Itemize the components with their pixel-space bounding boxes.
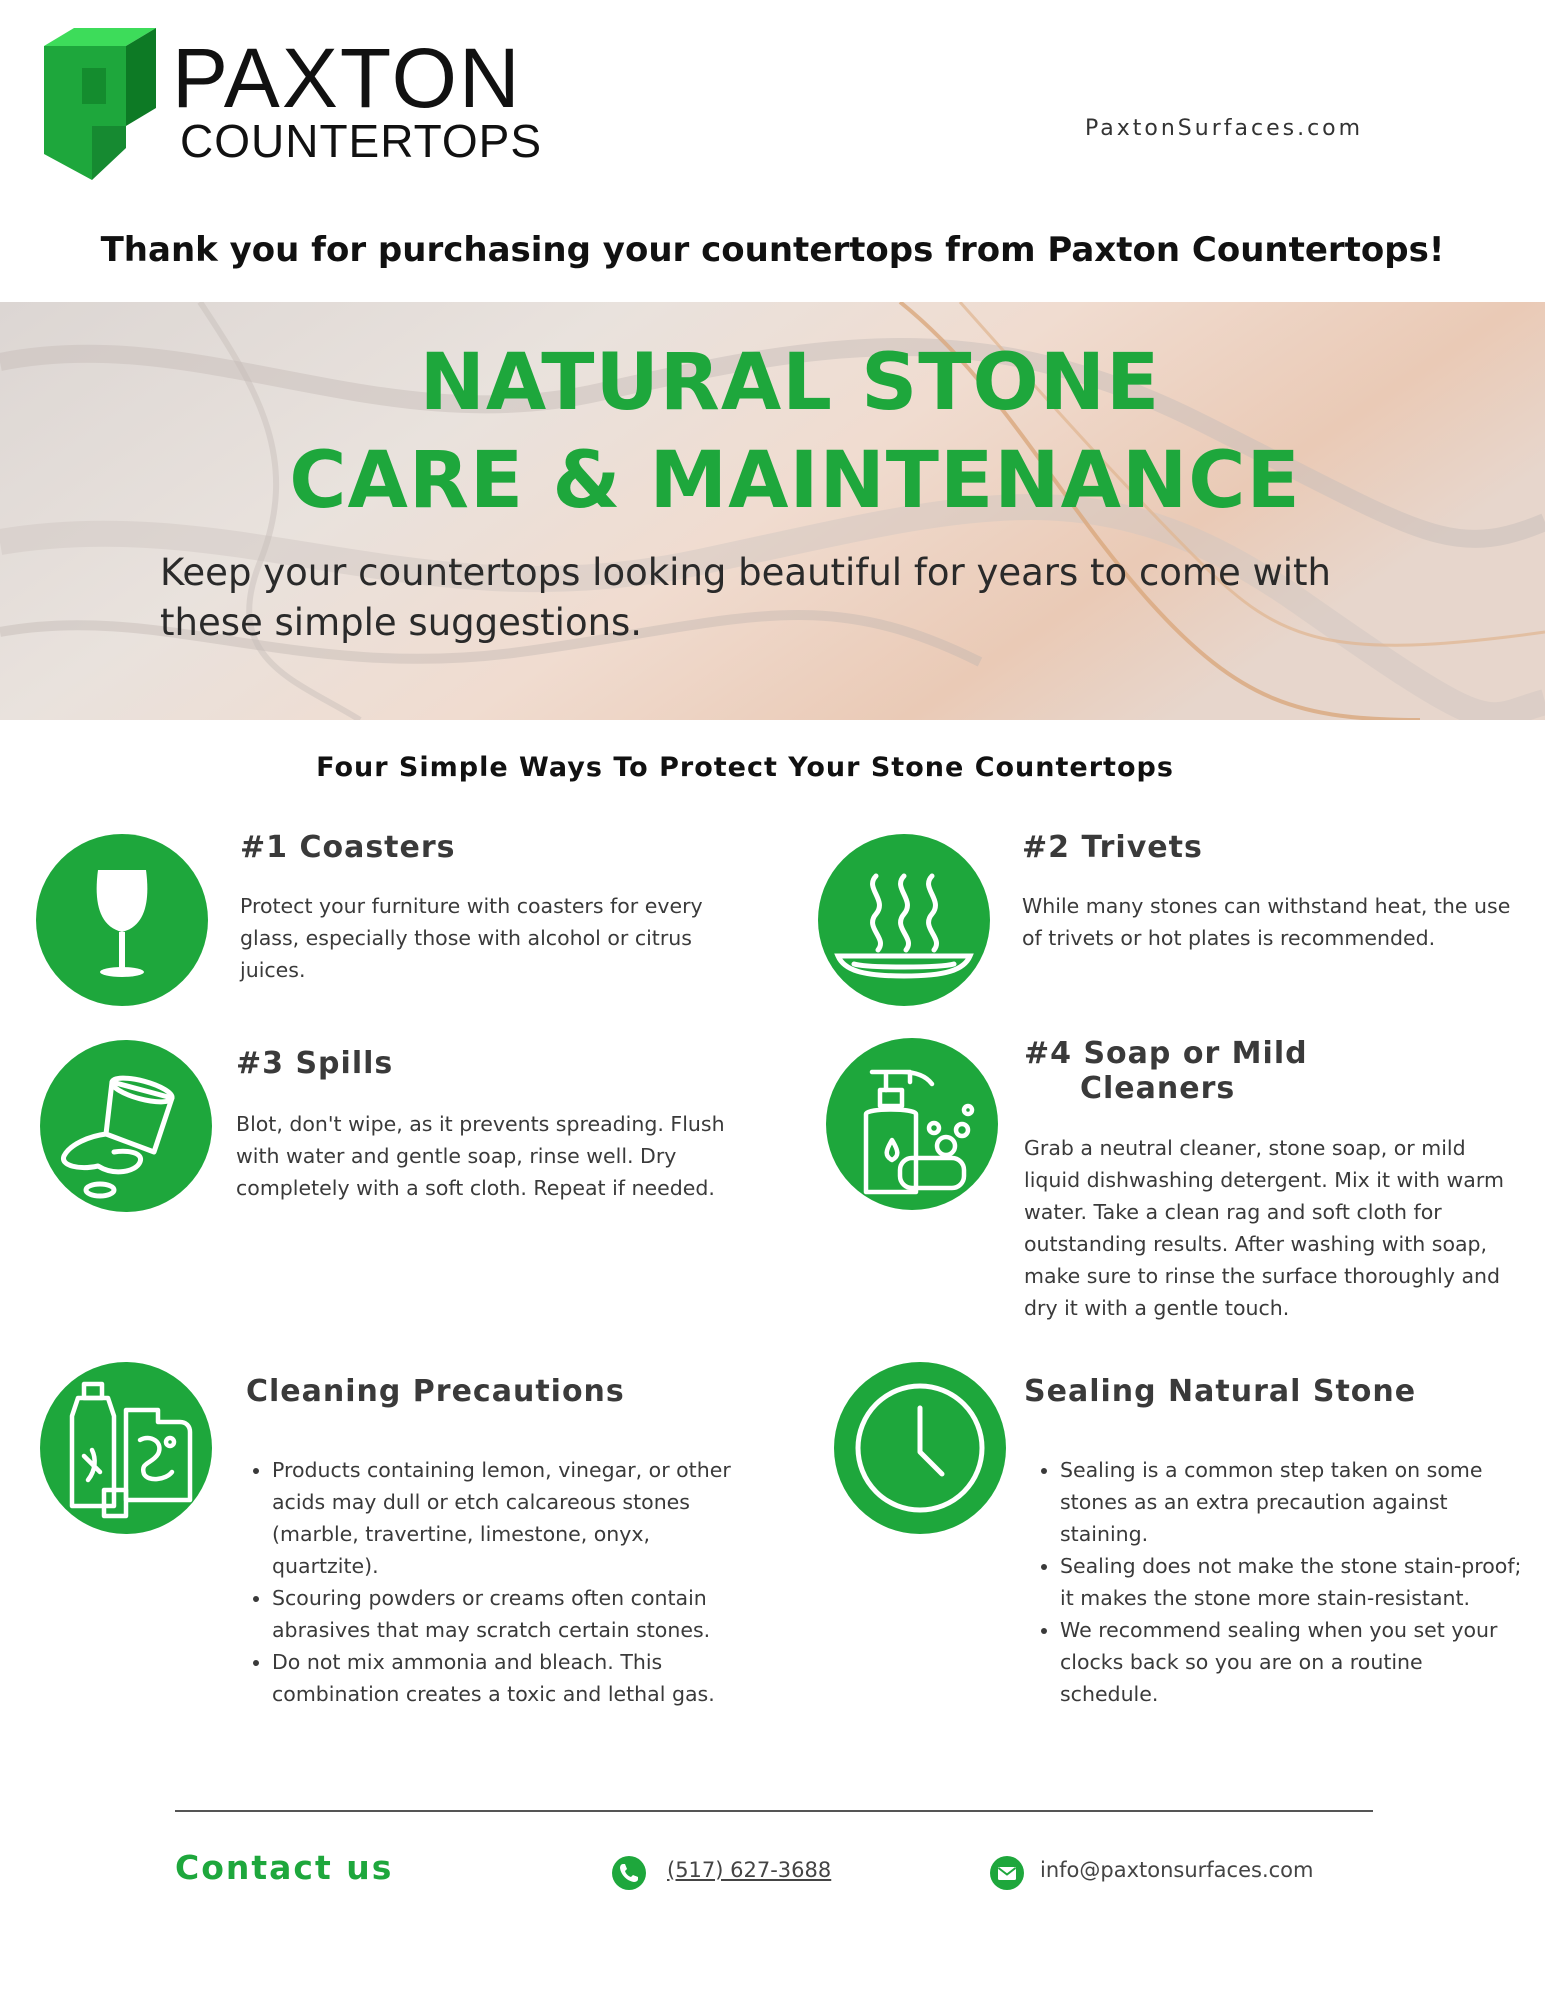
- sealing-title: Sealing Natural Stone: [1024, 1374, 1417, 1409]
- tip-title-soap-line-1: #4 Soap or Mild: [1024, 1036, 1308, 1071]
- tip-body-spills: Blot, don't wipe, as it prevents spreading. Flush with water and gentle soap, rinse well. Dry completely with a soft cloth. Repeat if needed.: [236, 1112, 725, 1200]
- list-item: • Sealing does not make the stone stain-proof; it makes the stone more stain-resistant.: [1060, 1550, 1524, 1614]
- precautions-title: Cleaning Precautions: [246, 1374, 625, 1409]
- paxton-logo-icon: [44, 28, 156, 180]
- tip-title-trivets: #2 Trivets: [1022, 830, 1203, 865]
- hero-title-line-1: NATURAL STONE: [419, 338, 1161, 428]
- tip-title-coasters: #1 Coasters: [240, 830, 456, 865]
- tip-body-coasters: Protect your furniture with coasters for every glass, especially those with alcohol or citrus juices.: [240, 894, 703, 982]
- wine-glass-icon: [36, 834, 208, 1006]
- email-link[interactable]: info@paxtonsurfaces.com: [1040, 1858, 1314, 1882]
- soap-bottle-icon: [826, 1038, 998, 1210]
- phone-link[interactable]: (517) 627-3688: [667, 1858, 832, 1882]
- tip-title-soap-line-2: Cleaners: [1080, 1071, 1236, 1106]
- phone-icon: [612, 1856, 646, 1890]
- list-item: • Do not mix ammonia and bleach. This combination creates a toxic and lethal gas.: [272, 1646, 756, 1710]
- clock-icon: [834, 1362, 1006, 1534]
- brand-subtitle: COUNTERTOPS: [180, 115, 543, 167]
- cleaning-products-icon: [40, 1362, 212, 1534]
- sealing-list: [1024, 1454, 1524, 1710]
- contact-label: Contact us: [175, 1848, 394, 1887]
- list-item: • Products containing lemon, vinegar, or other acids may dull or etch calcareous stones (marble, travertine, limestone, onyx, quartzite).: [272, 1454, 756, 1582]
- list-item: • Scouring powders or creams often contain abrasives that may scratch certain stones.: [272, 1582, 756, 1646]
- section-heading: Four Simple Ways To Protect Your Stone Countertops: [316, 752, 1174, 783]
- precautions-list: [236, 1454, 756, 1710]
- hot-plate-icon: [818, 834, 990, 1006]
- hero-title-line-2: CARE & MAINTENANCE: [289, 436, 1301, 526]
- spilled-cup-icon: [40, 1040, 212, 1212]
- list-item: • We recommend sealing when you set your clocks back so you are on a routine schedule.: [1060, 1614, 1524, 1710]
- site-url[interactable]: PaxtonSurfaces.com: [1085, 116, 1364, 141]
- mail-icon: [990, 1856, 1024, 1890]
- footer-divider: [175, 1810, 1373, 1812]
- thank-you-banner: Thank you for purchasing your countertops from Paxton Countertops!: [100, 230, 1445, 270]
- tip-title-spills: #3 Spills: [236, 1046, 394, 1081]
- brand-name: PAXTON: [172, 31, 522, 125]
- hero-subtitle: Keep your countertops looking beautiful for years to come with these simple suggestions.: [160, 551, 1331, 644]
- list-item: • Sealing is a common step taken on some stones as an extra precaution against staining.: [1060, 1454, 1524, 1550]
- tip-body-trivets: While many stones can withstand heat, the use of trivets or hot plates is recommended.: [1022, 894, 1511, 950]
- tip-body-soap: Grab a neutral cleaner, stone soap, or mild liquid dishwashing detergent. Mix it with warm water. Take a clean rag and soft cloth for outstanding results. After washing with soap, make sure to rinse the surface thoroughly and dry it with a gentle touch.: [1024, 1136, 1504, 1320]
